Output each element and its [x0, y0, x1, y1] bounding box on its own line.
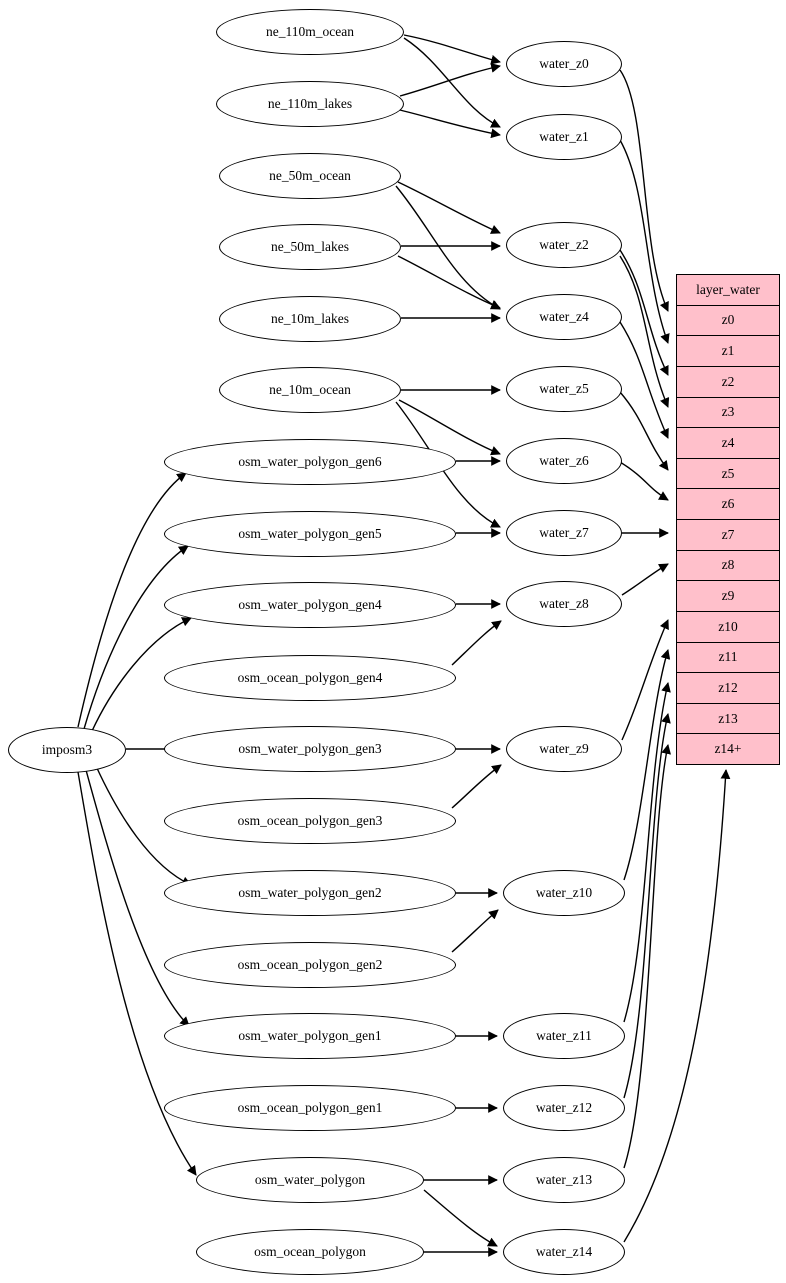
node-water-z11[interactable] — [503, 1013, 625, 1059]
node-label: osm_water_polygon_gen6 — [238, 454, 382, 469]
node-water-z2[interactable] — [506, 222, 622, 268]
node-imposm3[interactable] — [8, 727, 126, 773]
node-label: water_z8 — [539, 596, 589, 611]
node-label: osm_ocean_polygon_gen2 — [237, 957, 383, 972]
node-water-z5[interactable] — [506, 366, 622, 412]
table-row[interactable]: z3 — [677, 398, 779, 429]
node-label: osm_water_polygon_gen5 — [238, 526, 382, 541]
node-label: ne_110m_lakes — [267, 96, 353, 111]
node-osm-ocean-polygon-gen2[interactable] — [164, 942, 456, 988]
table-row[interactable]: z12 — [677, 673, 779, 704]
node-label: ne_10m_ocean — [269, 382, 351, 397]
node-water-z6[interactable] — [506, 438, 622, 484]
node-label: osm_ocean_polygon_gen1 — [237, 1100, 383, 1115]
node-water-z1[interactable] — [506, 114, 622, 160]
node-osm-water-polygon-gen4[interactable] — [164, 582, 456, 628]
node-ne-110m-lakes[interactable] — [216, 81, 404, 127]
node-water-z12[interactable] — [503, 1085, 625, 1131]
node-label: water_z4 — [539, 309, 589, 324]
node-label: osm_water_polygon — [254, 1172, 366, 1187]
node-ne-50m-ocean[interactable] — [219, 153, 401, 199]
node-label: osm_ocean_polygon — [254, 1244, 366, 1259]
table-row[interactable]: z4 — [677, 428, 779, 459]
node-label: water_z6 — [539, 453, 589, 468]
node-osm-ocean-polygon-gen4[interactable] — [164, 655, 456, 701]
node-label: water_z2 — [539, 237, 589, 252]
node-label: water_z10 — [535, 885, 593, 900]
table-row[interactable]: z8 — [677, 551, 779, 582]
layer-water-table[interactable] — [676, 274, 780, 765]
node-water-z14[interactable] — [503, 1229, 625, 1275]
node-water-z8[interactable] — [506, 581, 622, 627]
node-label: ne_50m_ocean — [269, 168, 351, 183]
node-label: ne_10m_lakes — [271, 311, 349, 326]
node-osm-ocean-polygon-gen1[interactable] — [164, 1085, 456, 1131]
node-label: water_z11 — [536, 1028, 592, 1043]
node-label: osm_ocean_polygon_gen4 — [237, 670, 383, 685]
table-row[interactable]: z9 — [677, 581, 779, 612]
table-row[interactable]: z10 — [677, 612, 779, 643]
node-label: osm_water_polygon_gen4 — [238, 597, 382, 612]
node-label: water_z5 — [539, 381, 589, 396]
node-label: water_z0 — [539, 56, 589, 71]
node-label: water_z14 — [535, 1244, 593, 1259]
node-label: imposm3 — [41, 742, 93, 757]
node-label: water_z1 — [539, 129, 589, 144]
node-ne-50m-lakes[interactable] — [219, 224, 401, 270]
node-osm-water-polygon-gen2[interactable] — [164, 870, 456, 916]
table-row[interactable]: z2 — [677, 367, 779, 398]
node-label: water_z13 — [535, 1172, 593, 1187]
node-water-z9[interactable] — [506, 726, 622, 772]
node-label: osm_water_polygon_gen3 — [238, 741, 382, 756]
node-label: water_z7 — [539, 525, 589, 540]
table-row[interactable]: z6 — [677, 489, 779, 520]
node-ne-110m-ocean[interactable] — [216, 9, 404, 55]
node-osm-water-polygon-gen1[interactable] — [164, 1013, 456, 1059]
node-label: osm_water_polygon_gen2 — [238, 885, 382, 900]
node-water-z7[interactable] — [506, 510, 622, 556]
table-row[interactable]: z5 — [677, 459, 779, 490]
node-ne-10m-lakes[interactable] — [219, 296, 401, 342]
table-row[interactable]: z7 — [677, 520, 779, 551]
node-osm-water-polygon-gen6[interactable] — [164, 439, 456, 485]
node-water-z13[interactable] — [503, 1157, 625, 1203]
node-label: water_z9 — [539, 741, 589, 756]
node-water-z4[interactable] — [506, 294, 622, 340]
node-label: ne_110m_ocean — [266, 24, 354, 39]
table-row[interactable]: z0 — [677, 306, 779, 337]
node-label: ne_50m_lakes — [271, 239, 349, 254]
table-row[interactable]: z11 — [677, 643, 779, 674]
node-osm-water-polygon[interactable] — [196, 1157, 424, 1203]
node-ne-10m-ocean[interactable] — [219, 367, 401, 413]
node-osm-water-polygon-gen5[interactable] — [164, 511, 456, 557]
node-osm-water-polygon-gen3[interactable] — [164, 726, 456, 772]
node-osm-ocean-polygon[interactable] — [196, 1229, 424, 1275]
table-row[interactable]: z1 — [677, 336, 779, 367]
table-header: layer_water — [677, 275, 779, 306]
table-row[interactable]: z14+ — [714, 741, 742, 757]
node-water-z0[interactable] — [506, 41, 622, 87]
node-water-z10[interactable] — [503, 870, 625, 916]
node-label: osm_water_polygon_gen1 — [238, 1028, 382, 1043]
node-osm-ocean-polygon-gen3[interactable] — [164, 798, 456, 844]
table-row[interactable]: z13 — [677, 704, 779, 735]
node-label: osm_ocean_polygon_gen3 — [237, 813, 383, 828]
node-label: water_z12 — [535, 1100, 593, 1115]
